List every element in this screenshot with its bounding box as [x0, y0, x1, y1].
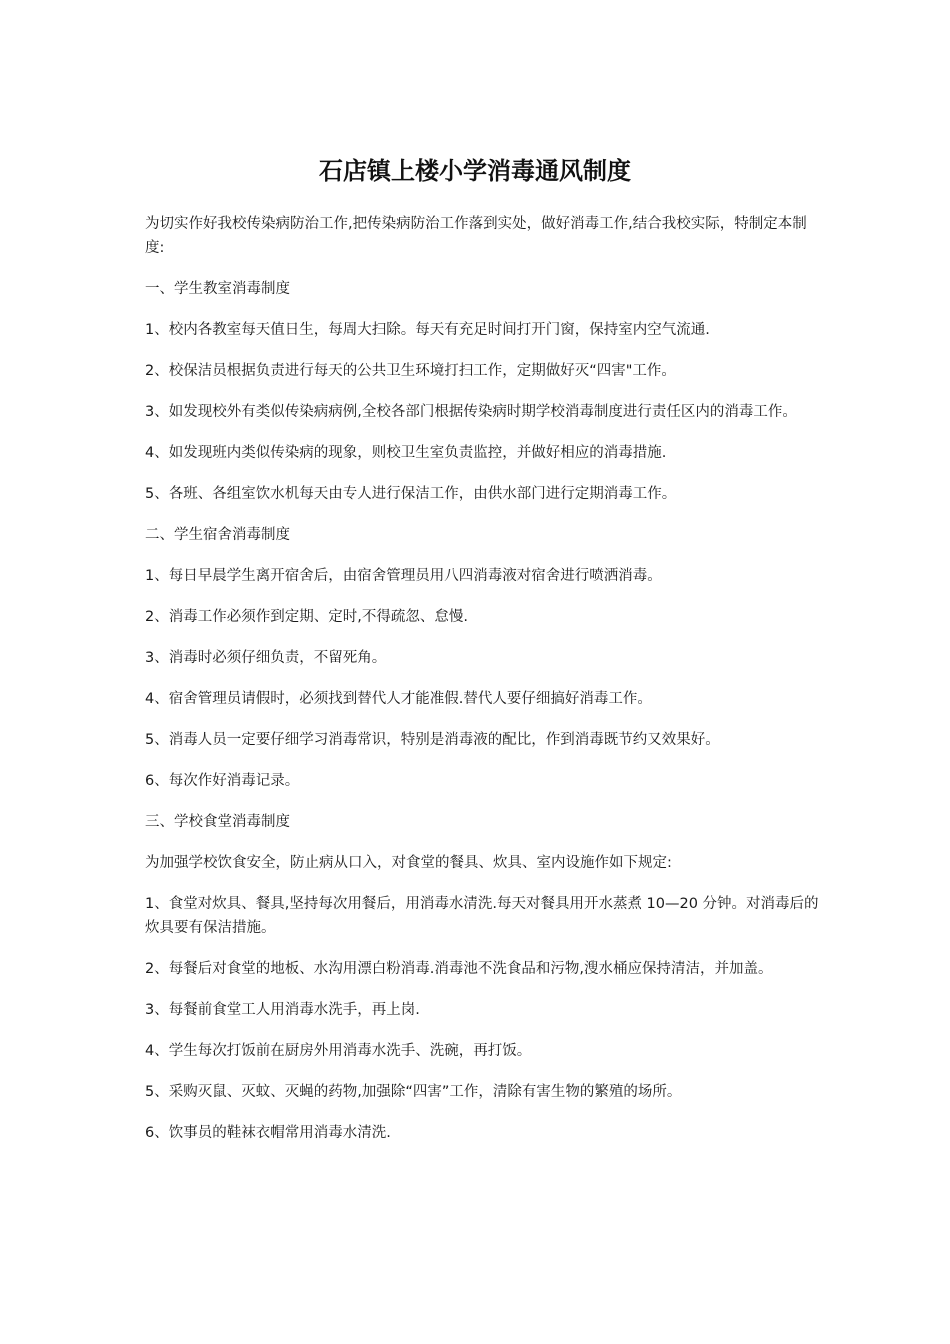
- document-body: [145, 212, 825, 1162]
- list-item: 4、学生每次打饭前在厨房外用消毒水洗手、洗碗，再打饭。: [145, 1043, 532, 1059]
- list-item: 1、校内各教室每天值日生，每周大扫除。每天有充足时间打开门窗，保持室内空气流通.: [145, 322, 710, 338]
- list-item: 5、消毒人员一定要仔细学习消毒常识，特别是消毒液的配比，作到消毒既节约又效果好。: [145, 732, 720, 748]
- list-item: 2、每餐后对食堂的地板、水沟用漂白粉消毒.消毒池不洗食品和污物,溲水桶应保持清洁，并加盖。: [145, 961, 773, 977]
- list-item: 3、如发现校外有类似传染病病例,全校各部门根据传染病时期学校消毒制度进行责任区内的消毒工作。: [145, 404, 797, 420]
- list-item: 6、每次作好消毒记录。: [145, 773, 300, 789]
- canteen-intro-paragraph: 为加强学校饮食安全，防止病从口入，对食堂的餐具、炊具、室内设施作如下规定:: [145, 855, 672, 871]
- list-item: 2、消毒工作必须作到定期、定时,不得疏忽、怠慢.: [145, 609, 468, 625]
- list-item: 4、宿舍管理员请假时，必须找到替代人才能准假.替代人要仔细搞好消毒工作。: [145, 691, 652, 707]
- section-heading-canteen: 三、学校食堂消毒制度: [145, 814, 290, 830]
- list-item: 6、饮事员的鞋袜衣帽常用消毒水清洗.: [145, 1125, 391, 1141]
- list-item: 3、每餐前食堂工人用消毒水洗手，再上岗.: [145, 1002, 420, 1018]
- list-item: 5、各班、各组室饮水机每天由专人进行保洁工作，由供水部门进行定期消毒工作。: [145, 486, 677, 502]
- list-item: 4、如发现班内类似传染病的现象，则校卫生室负责监控，并做好相应的消毒措施.: [145, 445, 667, 461]
- section-heading-dormitory: 二、学生宿舍消毒制度: [145, 527, 290, 543]
- list-item: 2、校保洁员根据负责进行每天的公共卫生环境打扫工作，定期做好灭“四害"工作。: [145, 363, 676, 379]
- list-item: 5、采购灭鼠、灭蚊、灭蝇的药物,加强除“四害”工作，清除有害生物的繁殖的场所。: [145, 1084, 682, 1100]
- list-item: 3、消毒时必须仔细负责，不留死角。: [145, 650, 387, 666]
- list-item: 1、食堂对炊具、餐具,坚持每次用餐后，用消毒水清洗.每天对餐具用开水蒸煮 10—20 分钟。对消毒后的炊具要有保洁措施。: [145, 896, 819, 936]
- section-heading-classroom: 一、学生教室消毒制度: [145, 281, 290, 297]
- document-title: 石店镇上楼小学消毒通风制度: [319, 157, 631, 185]
- list-item: 1、每日早晨学生离开宿舍后，由宿舍管理员用八四消毒液对宿舍进行喷洒消毒。: [145, 568, 662, 584]
- intro-paragraph: 为切实作好我校传染病防治工作,把传染病防治工作落到实处，做好消毒工作,结合我校实际，特制定本制度:: [145, 216, 807, 256]
